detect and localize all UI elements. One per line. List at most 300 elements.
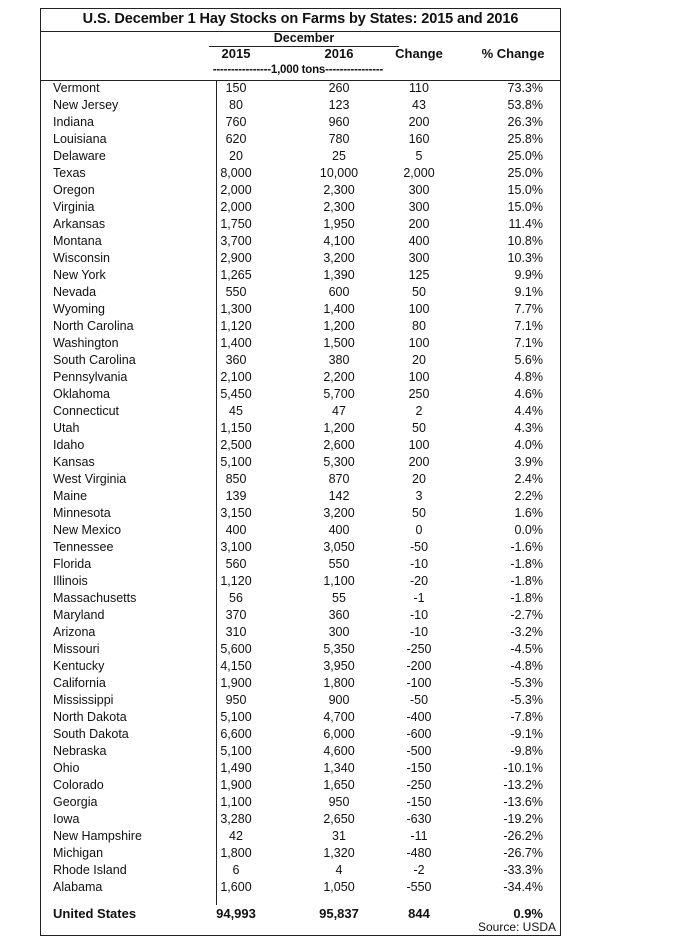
value-2016-cell: 6,000: [323, 727, 355, 741]
change-cell: -2: [413, 863, 425, 877]
pct-change-cell: 26.3%: [507, 115, 543, 129]
change-cell: 2,000: [403, 166, 435, 180]
value-2016-cell: 47: [332, 404, 346, 418]
value-2015-cell: 8,000: [220, 166, 252, 180]
change-cell: 50: [412, 285, 426, 299]
pct-change-cell: -2.7%: [510, 608, 543, 622]
table-title: U.S. December 1 Hay Stocks on Farms by States: 2015 and 2016: [82, 11, 519, 27]
change-cell: -500: [406, 744, 432, 758]
pct-change-cell: -1.6%: [510, 540, 543, 554]
state-cell: New Hampshire: [53, 829, 142, 843]
value-2015-cell: 2,100: [220, 370, 252, 384]
value-2016-cell: 2,650: [323, 812, 355, 826]
state-cell: Texas: [53, 166, 86, 180]
change-cell: 0: [415, 523, 423, 537]
change-cell: 250: [408, 387, 430, 401]
value-2015-cell: 1,120: [220, 574, 252, 588]
state-cell: North Dakota: [53, 710, 127, 724]
value-2015-cell: 3,100: [220, 540, 252, 554]
change-cell: -50: [409, 540, 429, 554]
state-cell: Florida: [53, 557, 92, 571]
state-cell: Rhode Island: [53, 863, 127, 877]
table-row: [41, 743, 560, 760]
change-cell: 200: [408, 115, 430, 129]
table-row: [41, 437, 560, 454]
state-cell: California: [53, 676, 106, 690]
value-2016-cell: 5,300: [323, 455, 355, 469]
state-cell: Ohio: [53, 761, 80, 775]
pct-change-cell: 4.6%: [514, 387, 543, 401]
state-cell: Washington: [53, 336, 119, 350]
pct-change-cell: -9.8%: [510, 744, 543, 758]
value-2016-cell: 3,050: [323, 540, 355, 554]
value-2016-cell: 870: [328, 472, 350, 486]
total-pct-change: 0.9%: [513, 906, 543, 921]
table-row: [41, 233, 560, 250]
value-2016-cell: 950: [328, 795, 350, 809]
value-2015-cell: 2,500: [220, 438, 252, 452]
value-2016-cell: 123: [328, 98, 350, 112]
table-row: [41, 471, 560, 488]
pct-change-cell: 4.3%: [514, 421, 543, 435]
change-cell: -600: [406, 727, 432, 741]
change-cell: -10: [409, 608, 429, 622]
value-2015-cell: 56: [229, 591, 243, 605]
total-2016: 95,837: [319, 906, 359, 921]
table-row: [41, 403, 560, 420]
value-2015-cell: 5,100: [220, 455, 252, 469]
pct-change-cell: 4.0%: [514, 438, 543, 452]
state-cell: Oklahoma: [53, 387, 110, 401]
state-cell: South Carolina: [53, 353, 136, 367]
table-row: [41, 590, 560, 607]
value-2016-cell: 2,300: [323, 183, 355, 197]
table-row: [41, 80, 560, 97]
table-row: [41, 97, 560, 114]
state-cell: Nebraska: [53, 744, 107, 758]
value-2016-cell: 10,000: [319, 166, 359, 180]
table-row: [41, 539, 560, 556]
table-row: [41, 658, 560, 675]
state-cell: Iowa: [53, 812, 80, 826]
value-2016-cell: 380: [328, 353, 350, 367]
value-2016-cell: 300: [328, 625, 350, 639]
table-row: [41, 709, 560, 726]
value-2016-cell: 4,100: [323, 234, 355, 248]
value-2016-cell: 3,200: [323, 251, 355, 265]
state-cell: Indiana: [53, 115, 95, 129]
value-2016-cell: 2,600: [323, 438, 355, 452]
table-row: [41, 114, 560, 131]
value-2015-cell: 5,600: [220, 642, 252, 656]
col-header-pct-change: % Change: [481, 46, 545, 61]
change-cell: -200: [406, 659, 432, 673]
value-2015-cell: 6,600: [220, 727, 252, 741]
pct-change-cell: -9.1%: [510, 727, 543, 741]
value-2015-cell: 1,490: [220, 761, 252, 775]
value-2015-cell: 3,280: [220, 812, 252, 826]
change-cell: 110: [409, 81, 429, 95]
change-cell: 100: [408, 302, 430, 316]
value-2016-cell: 2,200: [323, 370, 355, 384]
change-cell: -630: [406, 812, 432, 826]
value-2015-cell: 1,600: [220, 880, 252, 894]
value-2016-cell: 1,650: [323, 778, 355, 792]
state-cell: Montana: [53, 234, 102, 248]
state-cell: Kansas: [53, 455, 95, 469]
pct-change-cell: -26.7%: [503, 846, 543, 860]
table-row: [41, 352, 560, 369]
table-row: [41, 505, 560, 522]
value-2016-cell: 1,050: [323, 880, 355, 894]
table-row: [41, 692, 560, 709]
value-2015-cell: 2,000: [220, 200, 252, 214]
pct-change-cell: -1.8%: [510, 557, 543, 571]
state-cell: Virginia: [53, 200, 95, 214]
value-2016-cell: 55: [332, 591, 346, 605]
pct-change-cell: -34.4%: [503, 880, 543, 894]
change-cell: -20: [409, 574, 429, 588]
state-cell: Colorado: [53, 778, 104, 792]
units-label: ----------------1,000 tons----------------: [212, 64, 384, 76]
table-row: [41, 726, 560, 743]
table-row: [41, 199, 560, 216]
state-cell: Michigan: [53, 846, 104, 860]
value-2015-cell: 850: [225, 472, 247, 486]
value-2015-cell: 80: [229, 98, 243, 112]
change-cell: 125: [408, 268, 430, 282]
table-row: [41, 420, 560, 437]
value-2015-cell: 400: [225, 523, 247, 537]
state-cell: Kentucky: [53, 659, 105, 673]
value-2016-cell: 1,200: [323, 319, 355, 333]
change-cell: 100: [408, 438, 430, 452]
table-row: [41, 573, 560, 590]
value-2016-cell: 1,100: [323, 574, 355, 588]
table-row: [41, 811, 560, 828]
pct-change-cell: -1.8%: [510, 574, 543, 588]
value-2016-cell: 5,700: [323, 387, 355, 401]
state-cell: Arizona: [53, 625, 96, 639]
table-row: [41, 250, 560, 267]
table-row: [41, 675, 560, 692]
col-header-change: Change: [395, 46, 443, 61]
pct-change-cell: -5.3%: [510, 693, 543, 707]
table-row: [41, 794, 560, 811]
value-2015-cell: 1,800: [220, 846, 252, 860]
change-cell: -50: [409, 693, 429, 707]
table-row: [41, 845, 560, 862]
pct-change-cell: 1.6%: [514, 506, 543, 520]
pct-change-cell: 9.9%: [514, 268, 543, 282]
change-cell: 100: [408, 336, 430, 350]
pct-change-cell: -7.8%: [510, 710, 543, 724]
table-row: [41, 216, 560, 233]
value-2015-cell: 550: [225, 285, 247, 299]
table-row: [41, 777, 560, 794]
pct-change-cell: -19.2%: [503, 812, 543, 826]
change-cell: -1: [413, 591, 425, 605]
pct-change-cell: -4.5%: [510, 642, 543, 656]
change-cell: -150: [406, 795, 432, 809]
table-row: [41, 454, 560, 471]
value-2015-cell: 5,100: [220, 710, 252, 724]
value-2015-cell: 1,265: [220, 268, 252, 282]
pct-change-cell: 7.1%: [514, 336, 543, 350]
state-cell: Connecticut: [53, 404, 120, 418]
pct-change-cell: 2.2%: [514, 489, 543, 503]
value-2016-cell: 780: [328, 132, 350, 146]
source-note: Source: USDA: [477, 920, 556, 934]
value-2015-cell: 20: [229, 149, 243, 163]
change-cell: -550: [406, 880, 432, 894]
state-cell: Nevada: [53, 285, 97, 299]
value-2015-cell: 1,750: [220, 217, 252, 231]
change-cell: -10: [409, 557, 429, 571]
table-body: [41, 80, 560, 896]
change-cell: 2: [415, 404, 423, 418]
state-cell: Arkansas: [53, 217, 106, 231]
value-2016-cell: 400: [328, 523, 350, 537]
change-cell: 300: [408, 200, 430, 214]
state-cell: Missouri: [53, 642, 100, 656]
value-2016-cell: 360: [328, 608, 350, 622]
value-2015-cell: 5,450: [220, 387, 252, 401]
state-cell: North Carolina: [53, 319, 134, 333]
value-2015-cell: 3,700: [220, 234, 252, 248]
state-cell: Utah: [53, 421, 80, 435]
pct-change-cell: 25.8%: [507, 132, 543, 146]
value-2016-cell: 1,200: [323, 421, 355, 435]
value-2016-cell: 4,700: [323, 710, 355, 724]
table-row: [41, 386, 560, 403]
value-2016-cell: 1,400: [323, 302, 355, 316]
change-cell: -400: [406, 710, 432, 724]
state-cell: Georgia: [53, 795, 98, 809]
state-cell: Alabama: [53, 880, 103, 894]
table-row: [41, 267, 560, 284]
value-2016-cell: 1,320: [323, 846, 355, 860]
pct-change-cell: -26.2%: [503, 829, 543, 843]
value-2016-cell: 1,800: [323, 676, 355, 690]
table-row: [41, 624, 560, 641]
pct-change-cell: 9.1%: [514, 285, 543, 299]
value-2015-cell: 45: [229, 404, 243, 418]
state-cell: Tennessee: [53, 540, 114, 554]
table-row: [41, 165, 560, 182]
change-cell: 300: [408, 183, 430, 197]
pct-change-cell: 3.9%: [514, 455, 543, 469]
pct-change-cell: 53.8%: [507, 98, 543, 112]
pct-change-cell: 73.3%: [507, 81, 543, 95]
value-2015-cell: 6: [232, 863, 240, 877]
table-row: [41, 148, 560, 165]
value-2016-cell: 142: [328, 489, 350, 503]
pct-change-cell: 7.7%: [514, 302, 543, 316]
change-cell: 80: [412, 319, 426, 333]
value-2015-cell: 3,150: [220, 506, 252, 520]
value-2015-cell: 1,300: [220, 302, 252, 316]
pct-change-cell: 15.0%: [507, 200, 543, 214]
state-cell: West Virginia: [53, 472, 127, 486]
value-2015-cell: 1,100: [220, 795, 252, 809]
table-row: [41, 369, 560, 386]
table-row: [41, 318, 560, 335]
value-2016-cell: 1,950: [323, 217, 355, 231]
table-row: [41, 335, 560, 352]
value-2015-cell: 150: [225, 81, 247, 95]
pct-change-cell: 10.3%: [507, 251, 543, 265]
pct-change-cell: 11.4%: [508, 217, 543, 231]
change-cell: -11: [410, 829, 428, 843]
col-header-2016: 2016: [324, 46, 354, 61]
table-row: [41, 760, 560, 777]
value-2016-cell: 25: [332, 149, 346, 163]
value-2016-cell: 900: [328, 693, 350, 707]
value-2016-cell: 31: [332, 829, 346, 843]
table-row: [41, 879, 560, 896]
state-cell: Louisiana: [53, 132, 107, 146]
value-2016-cell: 960: [328, 115, 350, 129]
value-2016-cell: 1,500: [323, 336, 355, 350]
change-cell: -10: [409, 625, 429, 639]
value-2015-cell: 1,120: [220, 319, 252, 333]
change-cell: 200: [408, 455, 430, 469]
pct-change-cell: -5.3%: [510, 676, 543, 690]
value-2016-cell: 600: [328, 285, 350, 299]
value-2015-cell: 560: [225, 557, 247, 571]
value-2015-cell: 950: [225, 693, 247, 707]
pct-change-cell: -33.3%: [503, 863, 543, 877]
value-2015-cell: 139: [225, 489, 247, 503]
state-cell: Delaware: [53, 149, 106, 163]
state-cell: Massachusetts: [53, 591, 137, 605]
state-cell: Wisconsin: [53, 251, 110, 265]
table-row: [41, 641, 560, 658]
change-cell: -250: [406, 778, 432, 792]
value-2015-cell: 42: [229, 829, 243, 843]
value-2016-cell: 1,390: [323, 268, 355, 282]
table-row: [41, 556, 560, 573]
change-cell: 43: [412, 98, 426, 112]
value-2015-cell: 620: [225, 132, 247, 146]
value-2015-cell: 370: [225, 608, 247, 622]
value-2015-cell: 1,900: [220, 676, 252, 690]
value-2015-cell: 1,900: [220, 778, 252, 792]
state-cell: Mississippi: [53, 693, 114, 707]
change-cell: -480: [406, 846, 432, 860]
pct-change-cell: 25.0%: [507, 149, 543, 163]
table-row: [41, 182, 560, 199]
table-row: [41, 522, 560, 539]
change-cell: 400: [408, 234, 430, 248]
value-2016-cell: 3,200: [323, 506, 355, 520]
state-cell: South Dakota: [53, 727, 129, 741]
december-group-header: December: [273, 31, 335, 45]
value-2015-cell: 1,150: [220, 421, 252, 435]
value-2016-cell: 2,300: [323, 200, 355, 214]
hay-stocks-table: [40, 8, 561, 936]
pct-change-cell: 4.8%: [514, 370, 543, 384]
total-2015: 94,993: [216, 906, 256, 921]
pct-change-cell: 15.0%: [507, 183, 543, 197]
change-cell: 100: [408, 370, 430, 384]
change-cell: 20: [412, 353, 426, 367]
state-cell: Maine: [53, 489, 88, 503]
table-row: [41, 301, 560, 318]
pct-change-cell: -1.8%: [510, 591, 543, 605]
table-row: [41, 607, 560, 624]
table-row: [41, 284, 560, 301]
change-cell: -100: [406, 676, 432, 690]
table-row: [41, 862, 560, 879]
pct-change-cell: -4.8%: [510, 659, 543, 673]
state-cell: Idaho: [53, 438, 85, 452]
value-2015-cell: 1,400: [220, 336, 252, 350]
value-2015-cell: 2,000: [220, 183, 252, 197]
col-header-2015: 2015: [221, 46, 251, 61]
value-2016-cell: 5,350: [323, 642, 355, 656]
change-cell: 20: [412, 472, 426, 486]
value-2016-cell: 4: [335, 863, 343, 877]
total-change: 844: [408, 906, 430, 921]
table-row: [41, 131, 560, 148]
state-cell: Wyoming: [53, 302, 105, 316]
pct-change-cell: -3.2%: [510, 625, 543, 639]
change-cell: 300: [408, 251, 430, 265]
pct-change-cell: 2.4%: [514, 472, 543, 486]
state-cell: Pennsylvania: [53, 370, 128, 384]
change-cell: 5: [415, 149, 423, 163]
pct-change-cell: 25.0%: [507, 166, 543, 180]
state-cell: New York: [53, 268, 106, 282]
pct-change-cell: 4.4%: [514, 404, 543, 418]
table-row: [41, 828, 560, 845]
state-cell: Illinois: [53, 574, 88, 588]
change-cell: 3: [415, 489, 423, 503]
value-2015-cell: 360: [225, 353, 247, 367]
value-2016-cell: 4,600: [323, 744, 355, 758]
table-row: [41, 488, 560, 505]
value-2016-cell: 1,340: [323, 761, 355, 775]
state-cell: New Jersey: [53, 98, 119, 112]
value-2016-cell: 3,950: [323, 659, 355, 673]
value-2015-cell: 2,900: [220, 251, 252, 265]
value-2015-cell: 4,150: [220, 659, 252, 673]
state-cell: Maryland: [53, 608, 105, 622]
pct-change-cell: -10.1%: [503, 761, 543, 775]
change-cell: -150: [406, 761, 432, 775]
pct-change-cell: 7.1%: [514, 319, 543, 333]
change-cell: 50: [412, 421, 426, 435]
state-cell: Vermont: [53, 81, 100, 95]
value-2016-cell: 260: [328, 81, 350, 95]
state-cell: Minnesota: [53, 506, 111, 520]
total-label: United States: [53, 906, 137, 921]
state-cell: Oregon: [53, 183, 95, 197]
state-cell: New Mexico: [53, 523, 122, 537]
change-cell: -250: [406, 642, 432, 656]
pct-change-cell: -13.6%: [503, 795, 543, 809]
change-cell: 50: [412, 506, 426, 520]
value-2015-cell: 760: [225, 115, 247, 129]
pct-change-cell: 10.8%: [507, 234, 543, 248]
change-cell: 160: [408, 132, 430, 146]
value-2015-cell: 5,100: [220, 744, 252, 758]
value-2016-cell: 550: [328, 557, 350, 571]
pct-change-cell: 5.6%: [514, 353, 543, 367]
pct-change-cell: -13.2%: [503, 778, 543, 792]
